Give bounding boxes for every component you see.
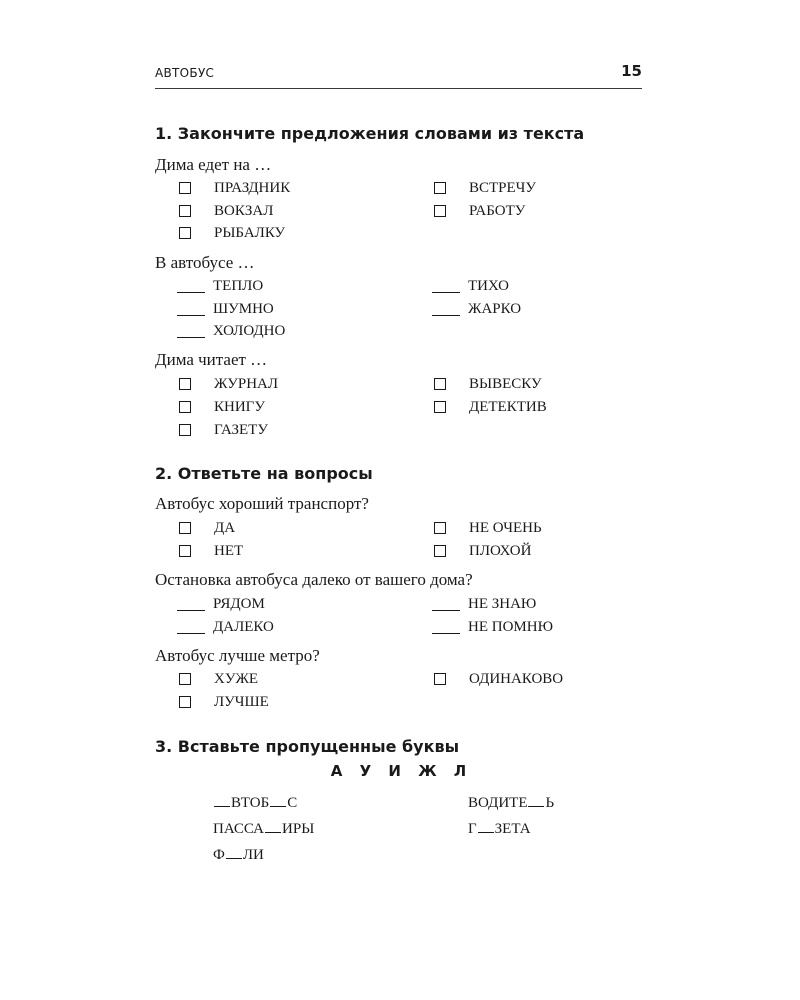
- exercise-2-title: 2. Ответьте на вопросы: [155, 464, 373, 483]
- answer-blank[interactable]: [177, 292, 205, 293]
- checkbox-icon[interactable]: [179, 227, 191, 239]
- checkbox-icon[interactable]: [434, 378, 446, 390]
- answer-blank[interactable]: [432, 292, 460, 293]
- option-label: ЖАРКО: [468, 300, 522, 317]
- blank-option[interactable]: [177, 617, 274, 637]
- option-label: НЕТ: [214, 542, 244, 559]
- checkbox-option[interactable]: [177, 397, 265, 417]
- option-label: ХОЛОДНО: [213, 322, 286, 339]
- fill-in-word: [213, 821, 314, 838]
- blank-option[interactable]: [432, 617, 553, 637]
- checkbox-option[interactable]: [177, 201, 273, 221]
- checkbox-icon[interactable]: [434, 545, 446, 557]
- letter-gap[interactable]: [478, 832, 494, 833]
- letter-gap[interactable]: [214, 806, 230, 807]
- fill-in-word: [468, 821, 531, 838]
- checkbox-option[interactable]: [177, 518, 235, 538]
- letter: Ж: [418, 762, 437, 780]
- option-label: ВОКЗАЛ: [214, 202, 274, 219]
- answer-blank[interactable]: [177, 315, 205, 316]
- fill-in-word: [468, 795, 554, 812]
- checkbox-icon[interactable]: [179, 401, 191, 413]
- checkbox-icon[interactable]: [179, 545, 191, 557]
- question-text: В автобусе …: [155, 253, 255, 272]
- running-title: АВТОБУС: [155, 66, 215, 80]
- option-label: ОДИНАКОВО: [469, 670, 564, 687]
- word-part: ПАССА: [213, 821, 265, 837]
- option-label: НЕ ЗНАЮ: [468, 595, 537, 612]
- checkbox-option[interactable]: [432, 178, 536, 198]
- question-text: Дима едет на …: [155, 155, 272, 174]
- checkbox-option[interactable]: [432, 518, 542, 538]
- checkbox-icon[interactable]: [434, 205, 446, 217]
- option-label: ПЛОХОЙ: [469, 542, 532, 559]
- option-label: РЫБАЛКУ: [214, 224, 286, 241]
- letter-gap[interactable]: [270, 806, 286, 807]
- checkbox-option[interactable]: [177, 692, 269, 712]
- question-text: Автобус лучше метро?: [155, 646, 320, 665]
- word-part: Г: [468, 821, 477, 837]
- blank-option[interactable]: [432, 276, 509, 296]
- checkbox-option[interactable]: [432, 397, 547, 417]
- word-part: ЛИ: [242, 847, 264, 863]
- checkbox-icon[interactable]: [179, 696, 191, 708]
- answer-blank[interactable]: [432, 315, 460, 316]
- letter: И: [388, 762, 401, 780]
- option-label: ТИХО: [468, 277, 509, 294]
- option-label: КНИГУ: [214, 398, 265, 415]
- option-label: ДЕТЕКТИВ: [469, 398, 547, 415]
- word-part: Ф: [213, 847, 225, 863]
- running-header: [155, 62, 642, 89]
- checkbox-option[interactable]: [432, 669, 563, 689]
- checkbox-option[interactable]: [177, 178, 290, 198]
- option-label: ХУЖЕ: [214, 670, 259, 687]
- checkbox-option[interactable]: [177, 420, 268, 440]
- checkbox-icon[interactable]: [179, 673, 191, 685]
- option-label: НЕ ПОМНЮ: [468, 618, 553, 635]
- blank-option[interactable]: [177, 276, 263, 296]
- blank-option[interactable]: [177, 594, 265, 614]
- checkbox-option[interactable]: [177, 374, 278, 394]
- checkbox-icon[interactable]: [434, 673, 446, 685]
- checkbox-icon[interactable]: [434, 182, 446, 194]
- letter-gap[interactable]: [226, 858, 242, 859]
- blank-option[interactable]: [432, 299, 521, 319]
- fill-in-word: [213, 795, 297, 812]
- checkbox-icon[interactable]: [179, 378, 191, 390]
- letter: А: [330, 762, 343, 780]
- checkbox-option[interactable]: [432, 374, 542, 394]
- answer-blank[interactable]: [177, 337, 205, 338]
- option-label: ВЫВЕСКУ: [469, 375, 542, 392]
- checkbox-option[interactable]: [432, 541, 531, 561]
- option-label: ЖУРНАЛ: [214, 375, 279, 392]
- option-label: РЯДОМ: [213, 595, 265, 612]
- checkbox-option[interactable]: [177, 669, 258, 689]
- question-text: Автобус хороший транспорт?: [155, 494, 369, 513]
- exercise-1-title: 1. Закончите предложения словами из текста: [155, 124, 585, 143]
- word-part: ЗЕТА: [494, 821, 531, 837]
- option-label: ВСТРЕЧУ: [469, 179, 537, 196]
- letter-bank: [155, 762, 642, 780]
- option-label: ПРАЗДНИК: [214, 179, 291, 196]
- checkbox-icon[interactable]: [179, 424, 191, 436]
- option-label: НЕ ОЧЕНЬ: [469, 519, 542, 536]
- word-part: ВТОБ: [231, 795, 270, 811]
- workbook-page: [155, 0, 642, 1000]
- letter: Л: [453, 762, 467, 780]
- question-text: Дима читает …: [155, 350, 268, 369]
- checkbox-icon[interactable]: [434, 401, 446, 413]
- option-label: ДА: [214, 519, 236, 536]
- letter: У: [359, 762, 372, 780]
- blank-option[interactable]: [432, 594, 536, 614]
- option-label: ШУМНО: [213, 300, 274, 317]
- checkbox-icon[interactable]: [434, 522, 446, 534]
- question-text: Остановка автобуса далеко от вашего дома?: [155, 570, 473, 589]
- option-label: ГАЗЕТУ: [214, 421, 268, 438]
- option-label: ДАЛЕКО: [213, 618, 274, 635]
- checkbox-option[interactable]: [177, 541, 243, 561]
- word-part: ВОДИТЕ: [468, 795, 528, 811]
- checkbox-option[interactable]: [432, 201, 525, 221]
- fill-in-word: [213, 847, 264, 864]
- checkbox-icon[interactable]: [179, 522, 191, 534]
- answer-blank[interactable]: [177, 610, 205, 611]
- page-number: 15: [621, 62, 642, 80]
- blank-option[interactable]: [177, 299, 274, 319]
- exercise-3-title: 3. Вставьте пропущенные буквы: [155, 737, 460, 756]
- word-part: ИРЫ: [282, 821, 315, 837]
- answer-blank[interactable]: [432, 633, 460, 634]
- letter-gap[interactable]: [265, 832, 281, 833]
- word-part: Ь: [545, 795, 555, 811]
- checkbox-option[interactable]: [177, 223, 285, 243]
- answer-blank[interactable]: [177, 633, 205, 634]
- answer-blank[interactable]: [432, 610, 460, 611]
- checkbox-icon[interactable]: [179, 205, 191, 217]
- option-label: РАБОТУ: [469, 202, 526, 219]
- option-label: ЛУЧШЕ: [214, 693, 269, 710]
- letter-gap[interactable]: [528, 806, 544, 807]
- blank-option[interactable]: [177, 321, 285, 341]
- option-label: ТЕПЛО: [213, 277, 264, 294]
- checkbox-icon[interactable]: [179, 182, 191, 194]
- word-part: С: [287, 795, 298, 811]
